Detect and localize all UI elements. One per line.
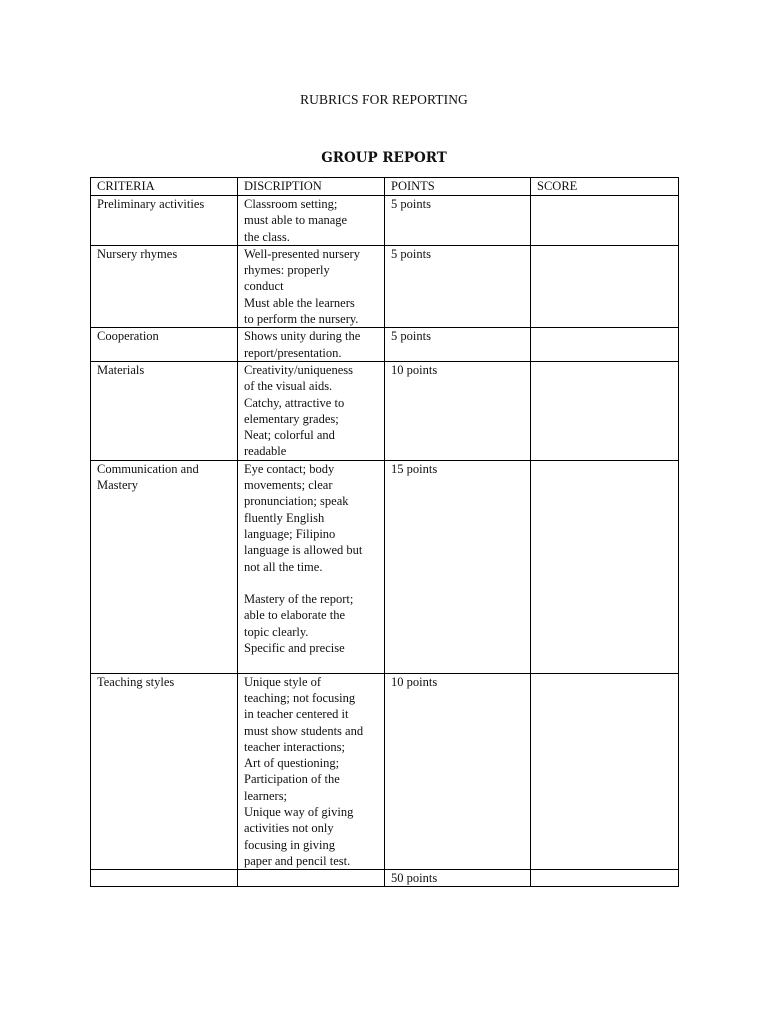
description-cell: Shows unity during the report/presentation. [238, 328, 385, 362]
total-criteria-cell [91, 870, 238, 887]
score-cell [531, 245, 679, 327]
description-cell: Creativity/uniqueness of the visual aids. Catchy, attractive to elementary grades; Neat; colorful and readable [238, 361, 385, 460]
criteria-cell: Nursery rhymes [91, 245, 238, 327]
description-cell: Eye contact; body movements; clear pronunciation; speak fluently English language; Filipino language is allowed but not all the time. Mastery of the report; able to elaborate the topic clearly. Specific and precise [238, 460, 385, 673]
total-score-cell [531, 870, 679, 887]
table-row [91, 361, 679, 460]
score-cell [531, 196, 679, 246]
header-score: SCORE [531, 178, 679, 196]
total-description-cell [238, 870, 385, 887]
table-row [91, 196, 679, 246]
table-header-row [91, 178, 679, 196]
document-title: RUBRICS FOR REPORTING [300, 92, 468, 107]
table-row [91, 460, 679, 673]
score-cell [531, 361, 679, 460]
header-criteria: CRITERIA [91, 178, 238, 196]
description-cell: Unique style of teaching; not focusing in teacher centered it must show students and teacher interactions; Art of questioning; Participation of the learners; Unique way of giving activities not only focusing in giving paper and pencil test. [238, 673, 385, 870]
header-description: DISCRIPTION [238, 178, 385, 196]
table-row [91, 673, 679, 870]
table-row [91, 245, 679, 327]
rubric-table [90, 177, 679, 887]
criteria-cell: Communication and Mastery [91, 460, 238, 673]
criteria-cell: Teaching styles [91, 673, 238, 870]
description-cell: Well-presented nursery rhymes: properly conduct Must able the learners to perform the nursery. [238, 245, 385, 327]
total-points-cell: 50 points [385, 870, 531, 887]
criteria-cell: Cooperation [91, 328, 238, 362]
points-cell: 5 points [385, 245, 531, 327]
points-cell: 15 points [385, 460, 531, 673]
points-cell: 5 points [385, 196, 531, 246]
total-row [91, 870, 679, 887]
points-cell: 10 points [385, 673, 531, 870]
document-subtitle: GROUP REPORT [321, 150, 447, 166]
points-cell: 5 points [385, 328, 531, 362]
points-cell: 10 points [385, 361, 531, 460]
criteria-cell: Preliminary activities [91, 196, 238, 246]
score-cell [531, 460, 679, 673]
description-cell: Classroom setting; must able to manage the class. [238, 196, 385, 246]
criteria-cell: Materials [91, 361, 238, 460]
header-points: POINTS [385, 178, 531, 196]
score-cell [531, 673, 679, 870]
score-cell [531, 328, 679, 362]
table-row [91, 328, 679, 362]
